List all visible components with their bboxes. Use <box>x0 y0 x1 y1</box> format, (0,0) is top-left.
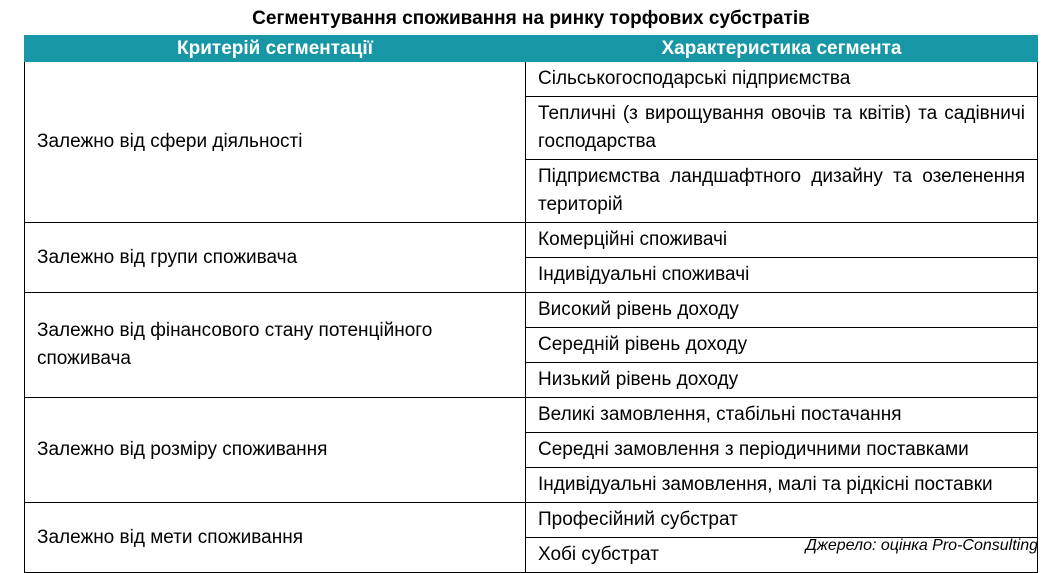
criterion-cell: Залежно від мети споживання <box>25 503 526 573</box>
criterion-cell: Залежно від групи споживача <box>25 223 526 293</box>
segment-cell: Середні замовлення з періодичними поставками <box>526 433 1038 468</box>
table-header-row <box>25 36 1038 62</box>
segment-cell: Тепличні (з вирощування овочів та квітів) та садівничі господарства <box>526 97 1038 160</box>
segment-cell: Підприємства ландшафтного дизайну та озеленення територій <box>526 160 1038 223</box>
segment-cell: Середній рівень доходу <box>526 328 1038 363</box>
header-criterion: Критерій сегментації <box>25 36 526 62</box>
criterion-cell: Залежно від фінансового стану потенційного споживача <box>25 293 526 398</box>
table-row <box>25 293 1038 328</box>
segment-cell: Комерційні споживачі <box>526 223 1038 258</box>
segment-cell: Професійний субстрат <box>526 503 1038 538</box>
segment-cell: Низький рівень доходу <box>526 363 1038 398</box>
table-title: Сегментування споживання на ринку торфових субстратів <box>252 8 810 29</box>
segment-cell: Індивідуальні замовлення, малі та рідкісні поставки <box>526 468 1038 503</box>
criterion-cell: Залежно від сфери діяльності <box>25 62 526 223</box>
segment-cell: Високий рівень доходу <box>526 293 1038 328</box>
criterion-cell: Залежно від розміру споживання <box>25 398 526 503</box>
segment-cell: Індивідуальні споживачі <box>526 258 1038 293</box>
segment-cell: Сільськогосподарські підприємства <box>526 62 1038 97</box>
source-note: Джерело: оцінка Pro-Consulting <box>805 537 1038 554</box>
header-characteristic: Характеристика сегмента <box>526 36 1038 62</box>
table-row <box>25 503 1038 538</box>
table-row <box>25 223 1038 258</box>
segment-cell: Хобі субстрат <box>526 538 1038 573</box>
table-row <box>25 398 1038 433</box>
table-row <box>25 62 1038 97</box>
segmentation-table <box>24 35 1038 573</box>
segment-cell: Великі замовлення, стабільні постачання <box>526 398 1038 433</box>
